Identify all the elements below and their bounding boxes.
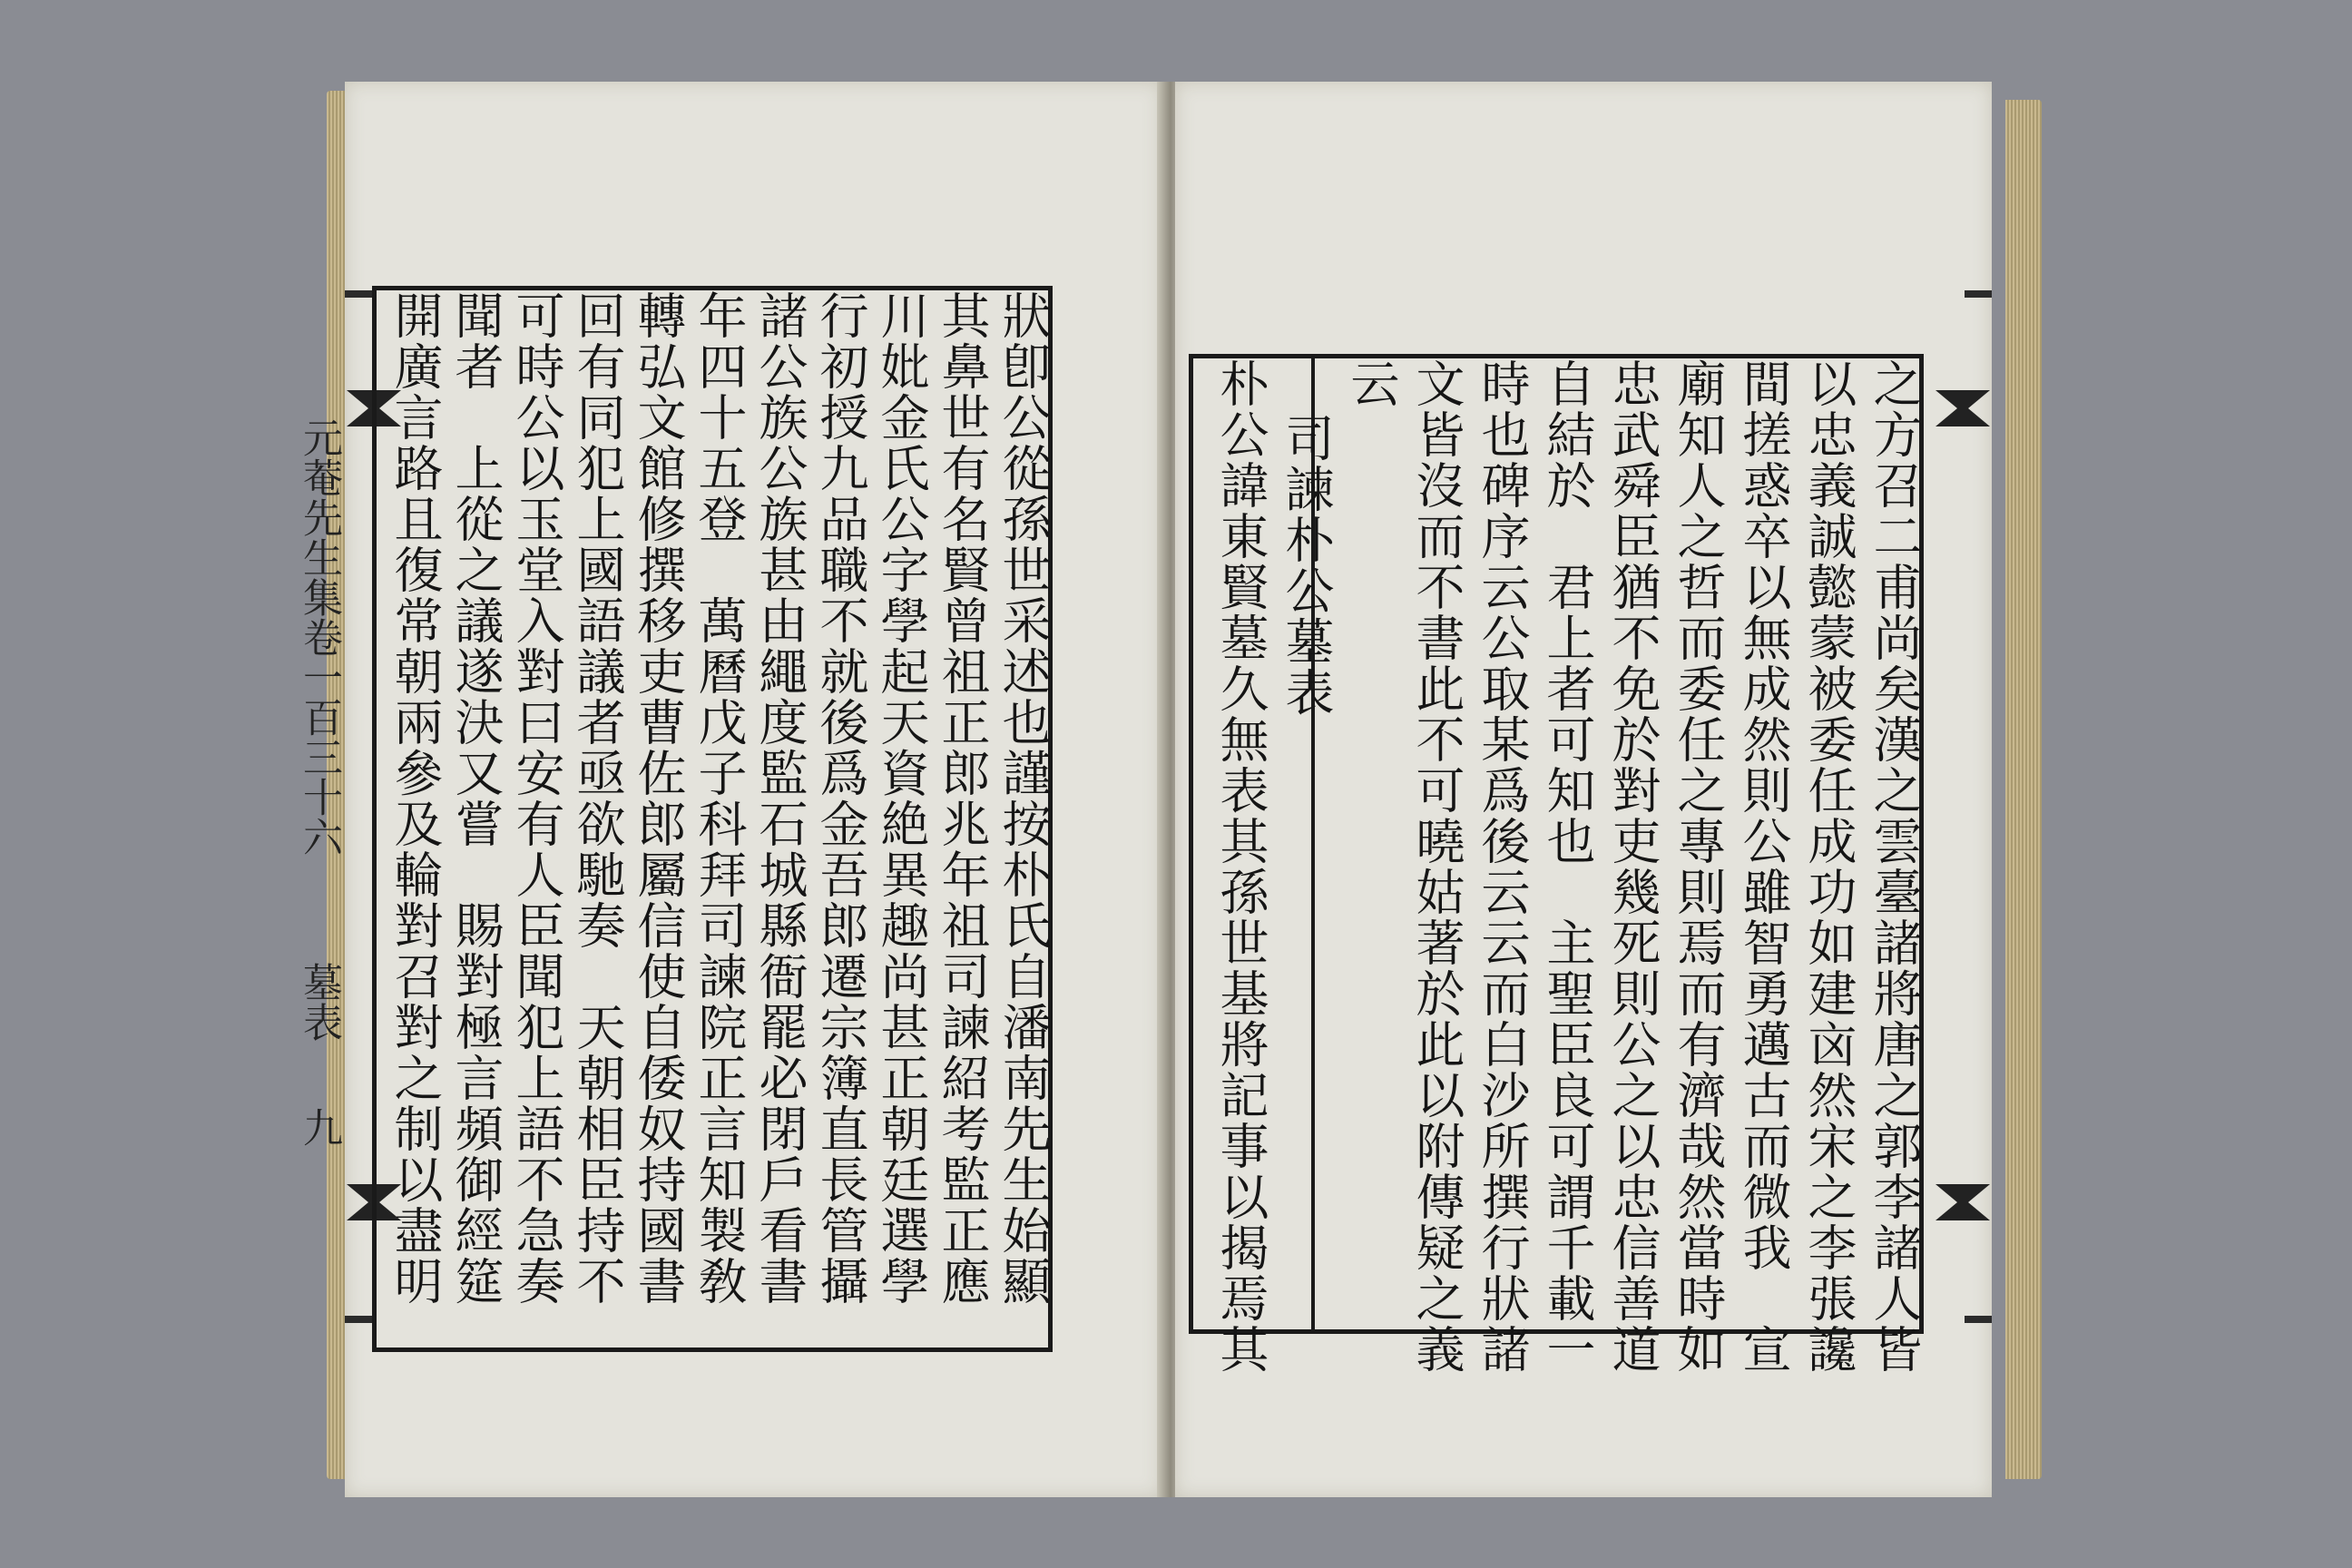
text-column: 狀卽公從孫世采述也謹按朴氏自潘南先生始顯 [995, 290, 1052, 1307]
text-column: 行初授九品職不就後爲金吾郎遷宗簿直長管攝 [812, 290, 869, 1307]
text-column: 朴公諱東賢墓久無表其孫世基將記事以揭焉其 [1212, 358, 1269, 1375]
page-edges-right [2005, 100, 2042, 1479]
text-column: 諸公族公族甚由繩度監石城縣衙罷必閉戶看書 [751, 290, 808, 1307]
stitch-band [1965, 1316, 1992, 1323]
text-column: 開廣言路且復常朝兩參及輪對召對之制以盡明 [387, 290, 444, 1307]
text-column: 文皆沒而不書此不可曉姑著於此以附傳疑之義 [1408, 358, 1465, 1375]
upper-fishtail-icon [1936, 390, 1990, 426]
text-column: 回有同犯上國語議者亟欲馳奏 天朝相臣持不 [569, 290, 626, 1307]
open-book [296, 73, 2042, 1497]
text-column: 年四十五登 萬曆戊子科拜司諫院正言知製敎 [691, 290, 748, 1307]
text-column: 以忠義誠懿蒙被委任成功如建㐫然宋之李張讒 [1800, 358, 1857, 1375]
stitch-band [345, 1316, 372, 1323]
text-column: 其鼻世有名賢曾祖正郎兆年祖司諫紹考監正應 [934, 290, 991, 1307]
text-column: 自結於 君上者可知也 主聖臣良可謂千載一 [1539, 358, 1596, 1375]
text-column: 川妣金氏公字學起天資絶異趣尚甚正朝廷選學 [873, 290, 930, 1307]
stitch-band [1965, 290, 1992, 298]
text-column: 云 [1343, 358, 1400, 409]
right-page [1175, 82, 1992, 1497]
text-column: 聞者 上從之議遂決又嘗 賜對極言頻御經筵 [447, 290, 505, 1307]
folio-number: 九 [296, 1107, 342, 1147]
section-label: 墓表 [296, 962, 342, 1042]
text-column: 轉弘文館修撰移吏曹佐郎屬信使自倭奴持國書 [630, 290, 687, 1307]
text-column: 時也碑序云公取某爲後云云而白沙所撰行狀諸 [1474, 358, 1531, 1375]
essay-title: 司諫朴公墓表 [1278, 413, 1335, 718]
text-column: 忠武舜臣猶不免於對吏幾死則公之以忠信善道 [1604, 358, 1661, 1375]
text-frame [1189, 354, 1924, 1375]
running-title: 元菴先生集卷一百三十六 [296, 417, 342, 857]
lower-fishtail-icon [1936, 1184, 1990, 1220]
left-page [296, 82, 1161, 1497]
text-frame [296, 286, 1053, 1352]
text-column: 之方召二甫尚矣漢之雲臺諸將唐之郭李諸人皆 [1866, 358, 1923, 1375]
text-column: 廟知人之哲而委任之專則焉而有濟哉然當時如 [1670, 358, 1727, 1375]
text-column: 可時公以玉堂入對曰安有人臣聞犯上語不急奏 [508, 290, 565, 1307]
stitch-band [345, 290, 372, 298]
text-column: 間搓惑卒以無成然則公雖智勇邁古而微我 宣 [1735, 358, 1792, 1375]
